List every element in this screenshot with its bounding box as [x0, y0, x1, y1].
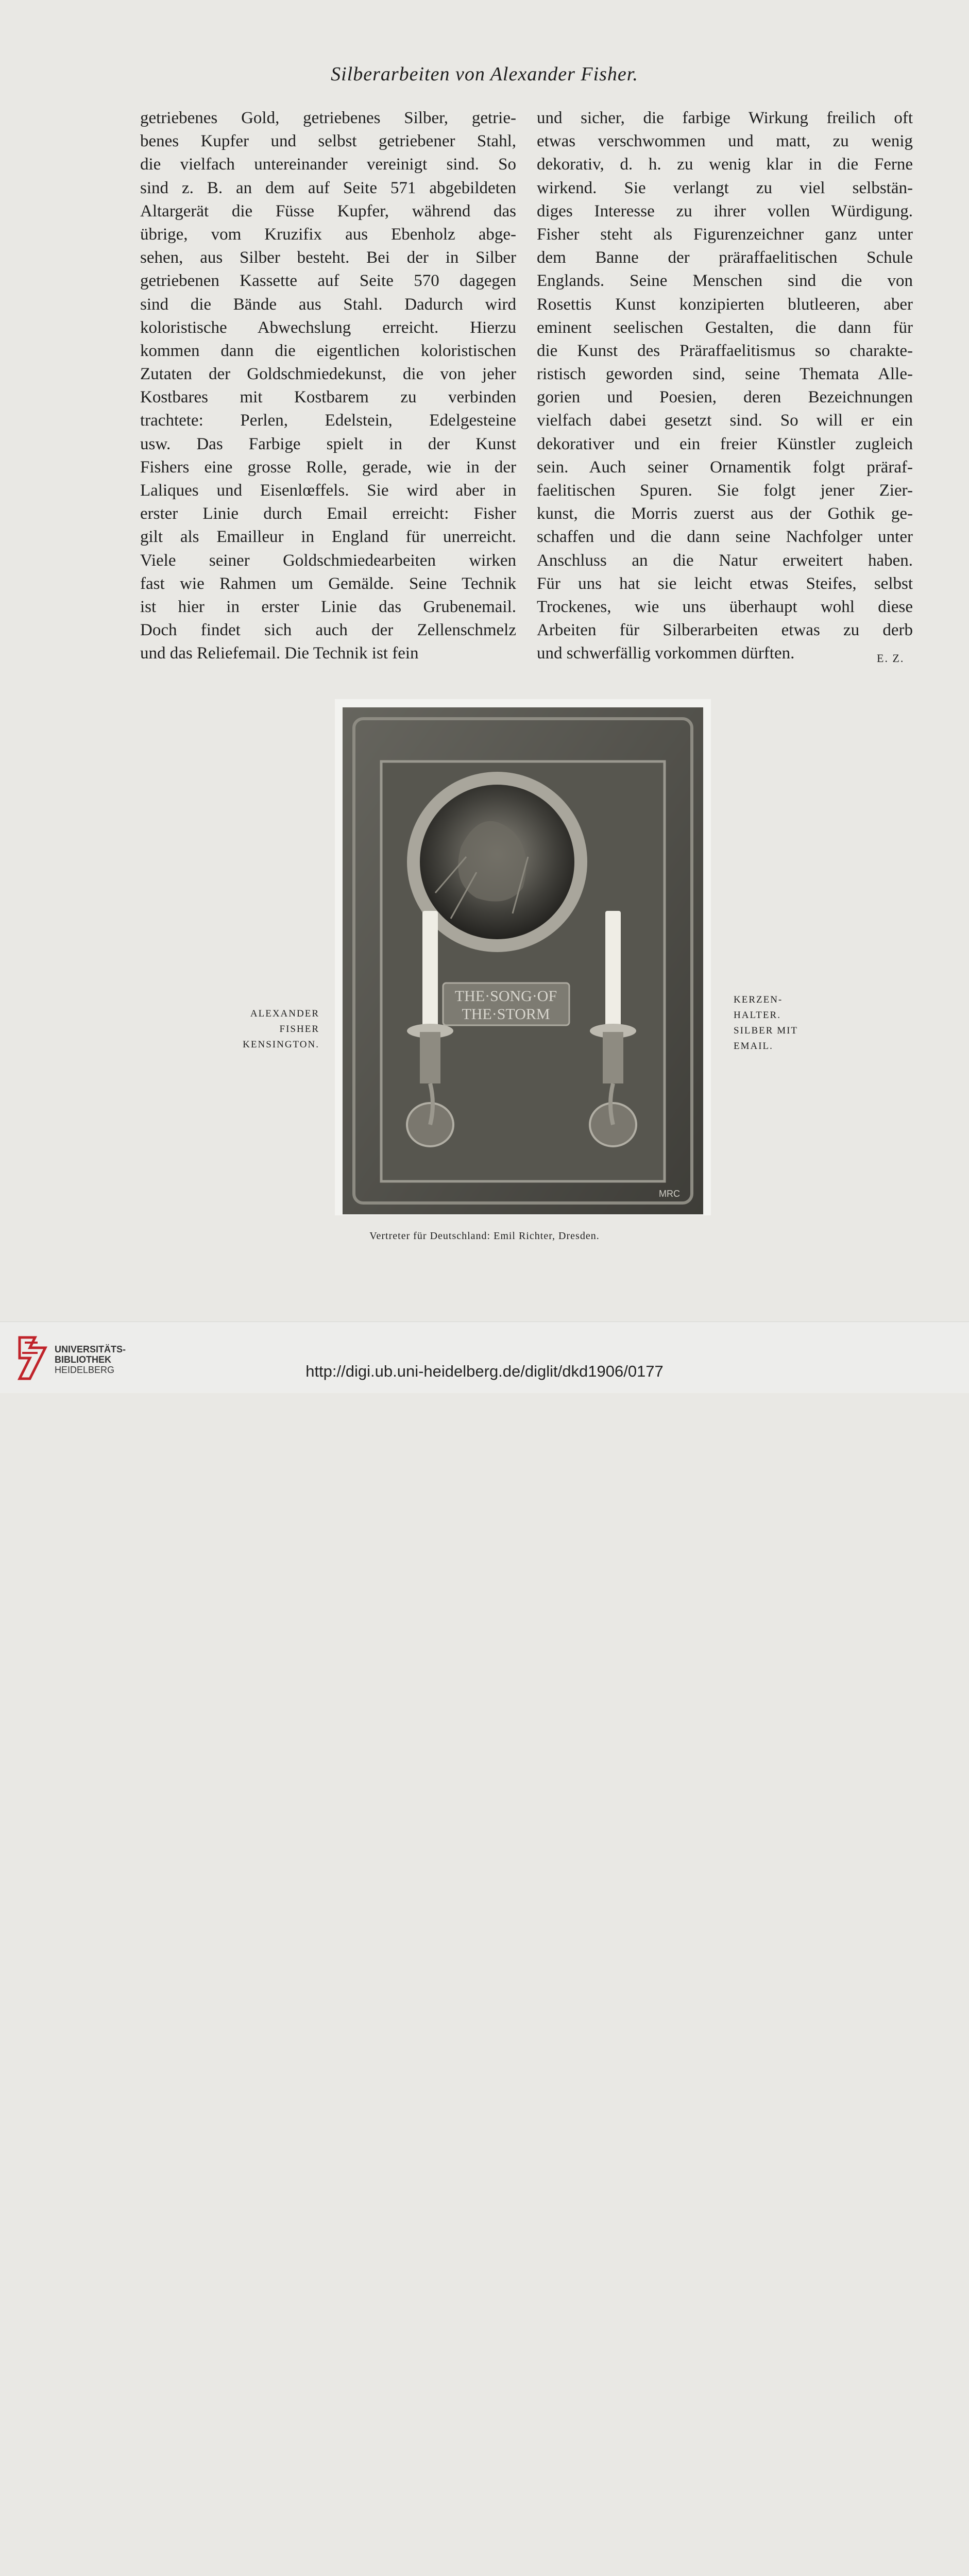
library-name-line: UNIVERSITÄTS- [55, 1344, 126, 1354]
plaque-text-line-1: THE·SONG·OF [454, 988, 557, 1005]
text-line: Arbeiten für Silberarbeiten etwas zu derb [537, 621, 913, 640]
text-line: vielfach dabei gesetzt sind. So will er ein [537, 411, 913, 430]
text-line: eminent seelischen Gestalten, die dann für [537, 318, 913, 337]
right-text-column [537, 107, 913, 666]
text-line: usw. Das Farbige spielt in der Kunst [140, 434, 516, 453]
text-line: Rosettis Kunst konzipierten blutleeren, aber [537, 295, 913, 314]
text-line: Zutaten der Goldschmiedekunst, die von jeher [140, 365, 516, 384]
left-text-column [140, 107, 516, 666]
text-line: Viele seiner Goldschmiedearbeiten wirken [140, 551, 516, 570]
text-line: fast wie Rahmen um Gemälde. Seine Technik [140, 574, 516, 593]
text-line: kunst, die Morris zuerst aus der Gothik ge- [537, 504, 913, 523]
text-line: kommen dann die eigentlichen koloristischen [140, 341, 516, 360]
artist-monogram: MRC [659, 1189, 680, 1199]
text-line: benes Kupfer und selbst getriebener Stahl, [140, 132, 516, 151]
text-line: trachtete: Perlen, Edelstein, Edelgesteine [140, 411, 516, 430]
text-line: die Kunst des Präraffaelitismus so charakte- [537, 341, 913, 360]
caption-line: EMAIL. [734, 1041, 773, 1052]
text-line: Englands. Seine Menschen sind die von [537, 272, 913, 291]
text-line: Für uns hat sie leicht etwas Steifes, selbst [537, 574, 913, 593]
figure-caption-left [222, 1006, 319, 1053]
text-line: erster Linie durch Email erreicht: Fisher [140, 504, 516, 523]
text-line: Kostbares mit Kostbarem zu verbinden [140, 388, 516, 407]
author-signature: E. Z. [877, 651, 905, 665]
text-line: getriebenen Kassette auf Seite 570 dagegen [140, 272, 516, 291]
text-line: und schwerfällig vorkommen dürften. [537, 644, 795, 663]
plaque-text-line-2: THE·STORM [462, 1006, 550, 1023]
text-line: Doch findet sich auch der Zellenschmelz [140, 621, 516, 640]
text-line: schaffen und die dann seine Nachfolger unter [537, 528, 913, 547]
caption-line: SILBER MIT [734, 1025, 798, 1036]
caption-line: HALTER. [734, 1010, 781, 1021]
text-line: dekorativer und ein freier Künstler zugleich [537, 434, 913, 453]
permalink-url[interactable]: http://digi.ub.uni-heidelberg.de/diglit/dkd1906/0177 [305, 1362, 664, 1380]
figure-credit: Vertreter für Deutschland: Emil Richter, Dresden. [369, 1230, 600, 1242]
text-line: dem Banne der präraffaelitischen Schule [537, 248, 913, 267]
candle-holder-photo [343, 707, 703, 1214]
text-line: sein. Auch seiner Ornamentik folgt präraf- [537, 457, 913, 477]
text-line: faelitischen Spuren. Sie folgt jener Zier- [537, 481, 913, 500]
text-line: und sicher, die farbige Wirkung freilich oft [537, 109, 913, 127]
text-line: Anschluss an die Natur erweitert haben. [537, 551, 913, 570]
text-line: Altargerät die Füsse Kupfer, während das [140, 201, 516, 221]
library-name-line: BIBLIOTHEK [55, 1354, 111, 1365]
caption-line: KERZEN- [734, 994, 783, 1005]
text-line: dekorativ, d. h. zu wenig klar in die Ferne [537, 155, 913, 174]
text-line: koloristische Abwechslung erreicht. Hierzu [140, 318, 516, 337]
text-line: übrige, vom Kruzifix aus Ebenholz abge- [140, 225, 516, 244]
text-line: sind z. B. an dem auf Seite 571 abgebildeten [140, 178, 516, 197]
text-line: Fishers eine grosse Rolle, gerade, wie in der [140, 457, 516, 477]
figure-caption-right [734, 992, 826, 1054]
text-line: ristisch geworden sind, seine Themata Alle- [537, 365, 913, 384]
running-title: Silberarbeiten von Alexander Fisher. [331, 63, 638, 85]
text-line: Trockenes, wie uns überhaupt wohl diese [537, 597, 913, 616]
caption-line: KENSINGTON. [243, 1039, 319, 1050]
candle-holder-illustration [343, 707, 703, 1214]
text-line: Laliques und Eisenlœffels. Sie wird aber in [140, 481, 516, 500]
text-line: ist hier in erster Linie das Grubenemail. [140, 597, 516, 616]
text-line: sind die Bände aus Stahl. Dadurch wird [140, 295, 516, 314]
text-line: etwas verschwommen und matt, zu wenig [537, 132, 913, 151]
footer-bar [0, 1321, 969, 1393]
text-line: sehen, aus Silber besteht. Bei der in Silber [140, 248, 516, 267]
text-line: gorien und Poesien, deren Bezeichnungen [537, 388, 913, 407]
text-line: Fisher steht als Figurenzeichner ganz unter [537, 225, 913, 244]
text-line: die vielfach untereinander vereinigt sind. So [140, 155, 516, 174]
text-line: und das Reliefemail. Die Technik ist fein [140, 644, 419, 663]
text-line: getriebenes Gold, getriebenes Silber, getrie- [140, 109, 516, 127]
text-line: wirkend. Sie verlangt zu viel selbstän- [537, 178, 913, 197]
library-name-line: HEIDELBERG [55, 1365, 115, 1375]
caption-line: FISHER [279, 1024, 319, 1035]
text-line: diges Interesse zu ihrer vollen Würdigung. [537, 201, 913, 221]
text-line: gilt als Emailleur in England für unerreicht. [140, 528, 516, 547]
caption-line: ALEXANDER [250, 1008, 319, 1019]
